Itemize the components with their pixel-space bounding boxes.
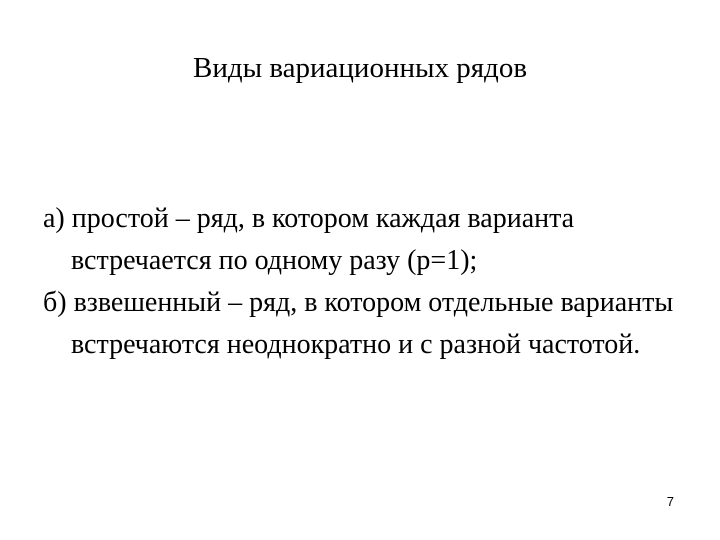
list-item: б) взвешенный – ряд, в котором отдельные варианты встречаются неоднократно и с разной частотой. (43, 287, 674, 360)
slide-body (43, 198, 693, 366)
list-item: а) простой – ряд, в котором каждая варианта встречается по одному разу (p=1); (43, 203, 575, 276)
slide-title: Виды вариационных рядов (192, 52, 528, 84)
page-number: 7 (666, 494, 674, 509)
